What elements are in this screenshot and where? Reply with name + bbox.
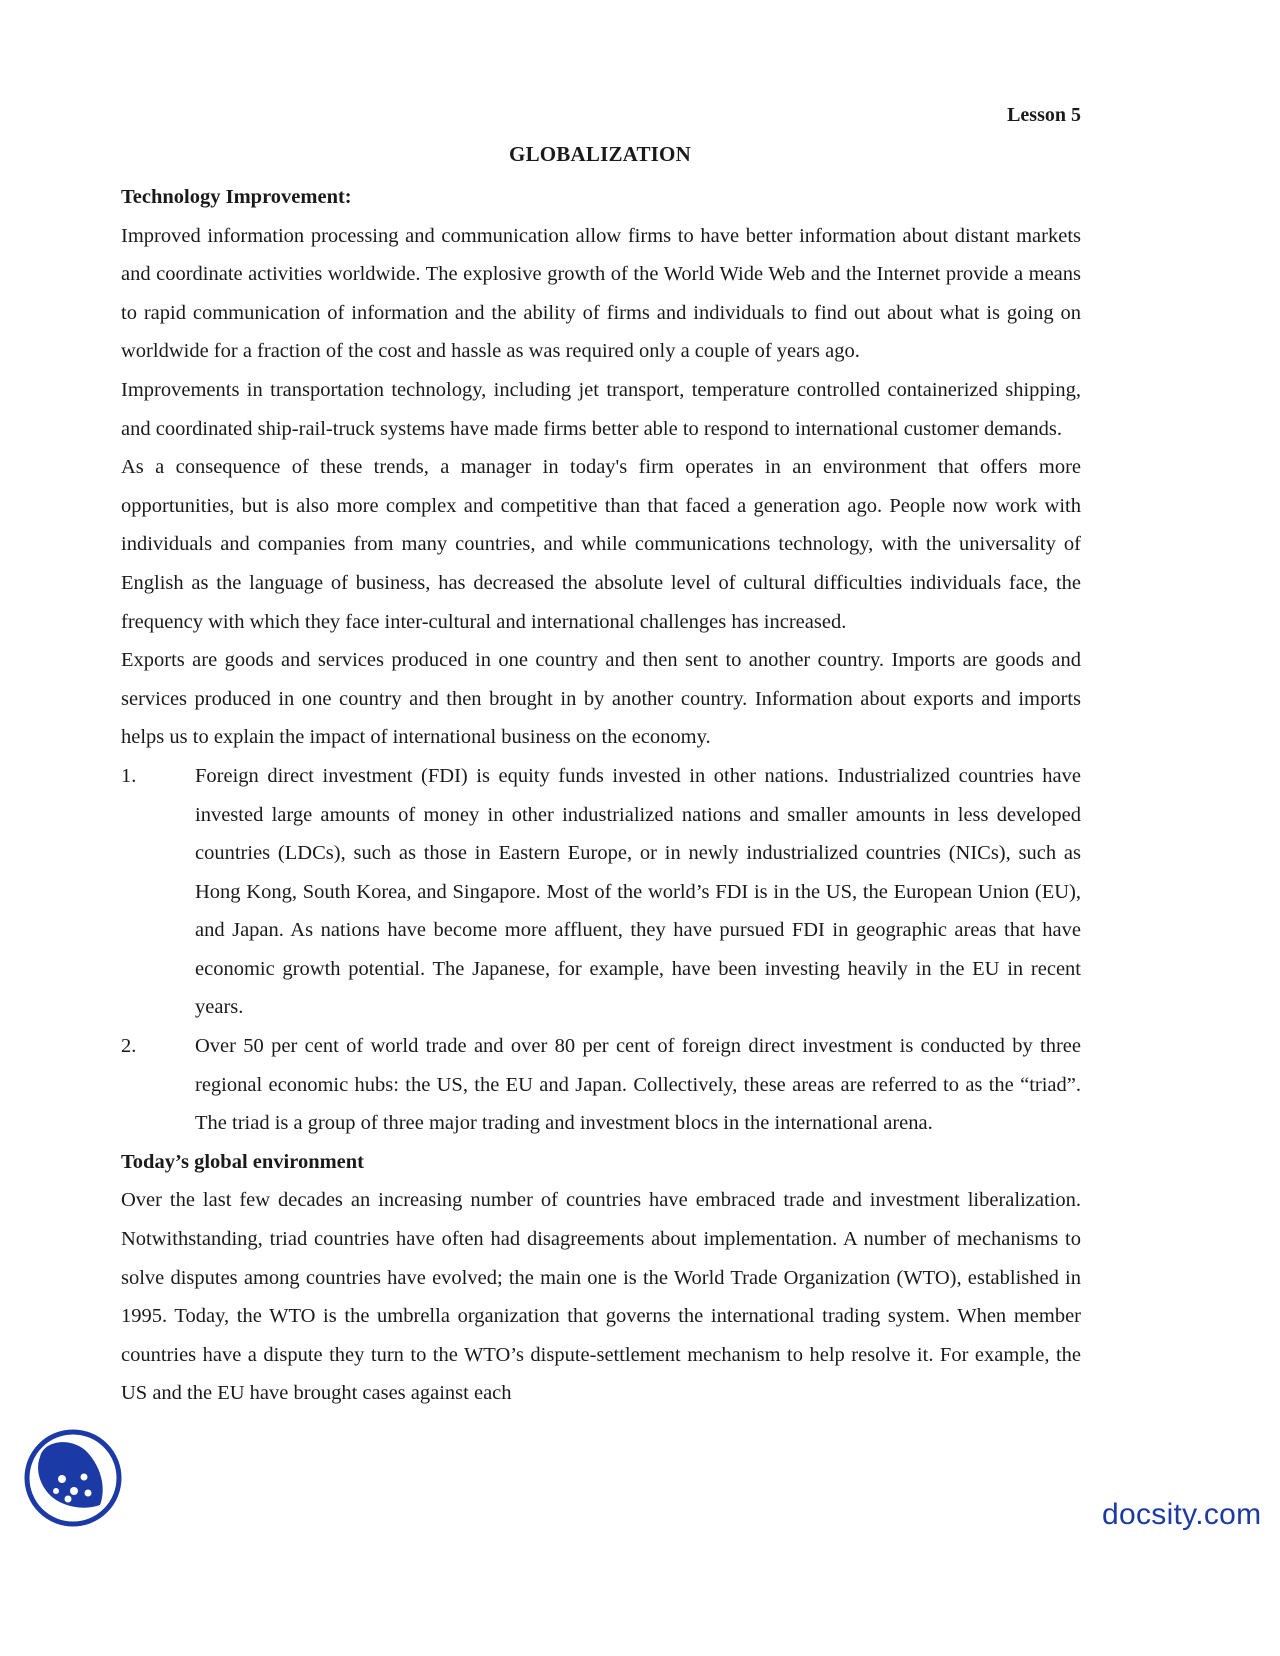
paragraph: As a consequence of these trends, a manager in today's firm operates in an environment that offers more opportunities, but is also more complex and competitive than that faced a generation ago. People now work with individuals and companies from many countries, and while communications technology, with the universality of English as the language of business, has decreased the absolute level of cultural difficulties individuals face, the frequency with which they face inter-cultural and international challenges has increased. [121, 456, 1081, 633]
page-title: GLOBALIZATION [509, 142, 691, 166]
section-heading-global-environment: Today’s global environment [121, 1150, 365, 1173]
document-body [121, 178, 1081, 1413]
list-item-text: Over 50 per cent of world trade and over 80 per cent of foreign direct investment is conducted by three regional economic hubs: the US, the EU and Japan. Collectively, these areas are referred to as the “triad”. The triad is a group of three major trading and investment blocs in the international arena. [195, 1035, 1081, 1135]
paragraph: Exports are goods and services produced in one country and then sent to another country. Imports are goods and services produced in one country and then brought in by another country. Information about exports and imports helps us to explain the impact of international business on the economy. [121, 649, 1081, 749]
lesson-label: Lesson 5 [1007, 104, 1081, 126]
list-number: 1. [121, 764, 137, 787]
docsity-brand-link[interactable]: docsity.com [1102, 1498, 1262, 1531]
list-number: 2. [121, 1035, 137, 1058]
paragraph: Improved information processing and communication allow firms to have better information about distant markets and coordinate activities worldwide. The explosive growth of the World Wide Web and the Internet provide a means to rapid communication of information and the ability of firms and individuals to find out about what is going on worldwide for a fraction of the cost and hassle as was required only a couple of years ago. [121, 224, 1081, 363]
list-item [121, 757, 1081, 1027]
section-heading-technology: Technology Improvement: [121, 186, 352, 208]
paragraph: Improvements in transportation technology, including jet transport, temperature controlled containerized shipping, and coordinated ship-rail-truck systems have made firms better able to respond to international customer demands. [121, 378, 1081, 440]
list-item [121, 1027, 1081, 1143]
docsity-logo-icon[interactable] [22, 1427, 124, 1529]
paragraph: Over the last few decades an increasing number of countries have embraced trade and investment liberalization. Notwithstanding, triad countries have often had disagreements about implementation. A number of mechanisms to solve disputes among countries have evolved; the main one is the World Trade Organization (WTO), established in 1995. Today, the WTO is the umbrella organization that governs the international trading system. When member countries have a dispute they turn to the WTO’s dispute-settlement mechanism to help resolve it. For example, the US and the EU have brought cases against each [121, 1189, 1081, 1405]
list-item-text: Foreign direct investment (FDI) is equity funds invested in other nations. Industrialized countries have invested large amounts of money in other industrialized nations and smaller amounts in less developed countries (LDCs), such as those in Eastern Europe, or in newly industrialized countries (NICs), such as Hong Kong, South Korea, and Singapore. Most of the world’s FDI is in the US, the European Union (EU), and Japan. As nations have become more affluent, they have pursued FDI in geographic areas that have economic growth potential. The Japanese, for example, have been investing heavily in the EU in recent years. [195, 764, 1081, 1019]
